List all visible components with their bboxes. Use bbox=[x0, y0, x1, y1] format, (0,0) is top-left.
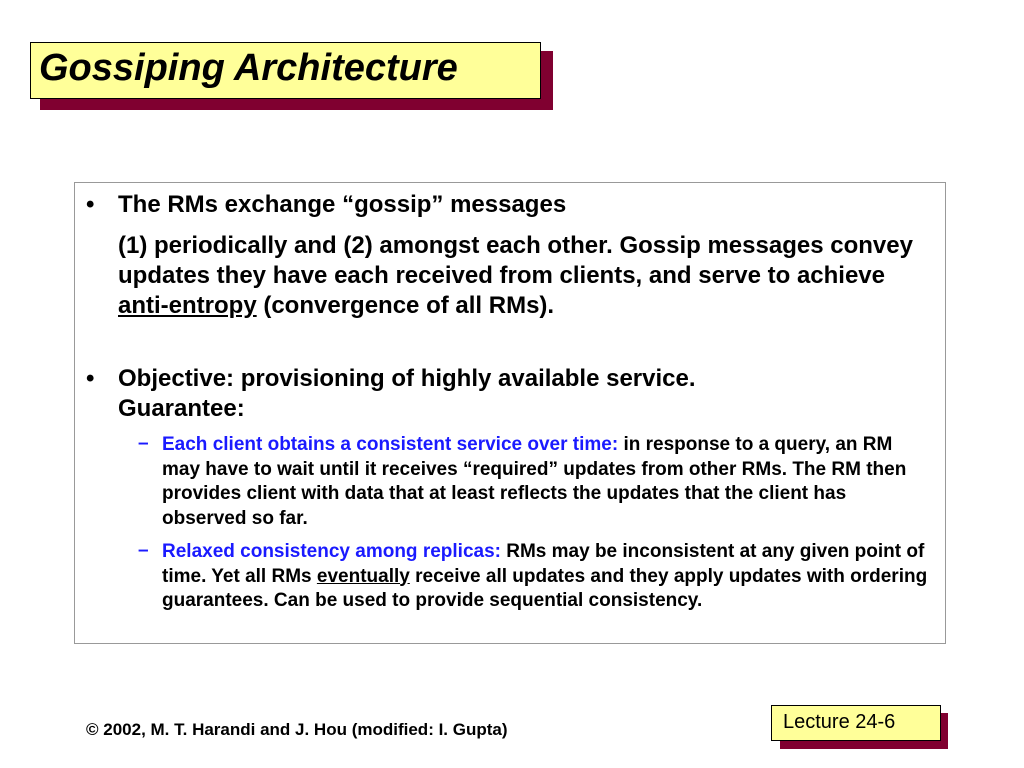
bullet-glyph-1: • bbox=[86, 191, 95, 218]
slide-title: Gossiping Architecture bbox=[39, 47, 458, 89]
bullet-1-continuation: (1) periodically and (2) amongst each other. Gossip messages convey updates they have each received from clients, and serve to achieve anti-entropy (convergence of all RMs). bbox=[118, 232, 913, 319]
eventually-term: eventually bbox=[316, 565, 410, 587]
lecture-box bbox=[771, 705, 941, 741]
dash-glyph-1: – bbox=[138, 433, 149, 454]
bullet-glyph-2: • bbox=[86, 365, 95, 392]
title-box bbox=[30, 42, 541, 99]
bullet-2-objective: Objective: provisioning of highly available service. Guarantee: bbox=[118, 365, 696, 422]
lecture-number: Lecture 24-6 bbox=[783, 711, 896, 733]
dash-glyph-2: – bbox=[138, 540, 149, 561]
sub-bullet-1: Each client obtains a consistent service over time: in response to a query, an RM may have to wait until it receives “required” updates from other RMs. The RM then provides client with data that at least reflects the updates that the client has observed so far. bbox=[162, 434, 907, 529]
sub-bullet-2-highlight: Relaxed consistency among replicas: bbox=[162, 541, 501, 562]
sub-bullet-2: Relaxed consistency among replicas: RMs may be inconsistent at any given point of time. Yet all RMs eventually receive all updates and they apply updates with ordering guarantees. Can be used to provide sequential consistency. bbox=[162, 541, 928, 611]
bullet-1-heading: The RMs exchange “gossip” messages bbox=[118, 191, 567, 218]
copyright-footer: © 2002, M. T. Harandi and J. Hou (modified: I. Gupta) bbox=[86, 720, 508, 739]
anti-entropy-term: anti-entropy bbox=[118, 292, 257, 319]
sub-bullet-1-highlight: Each client obtains a consistent service over time: bbox=[162, 434, 619, 455]
